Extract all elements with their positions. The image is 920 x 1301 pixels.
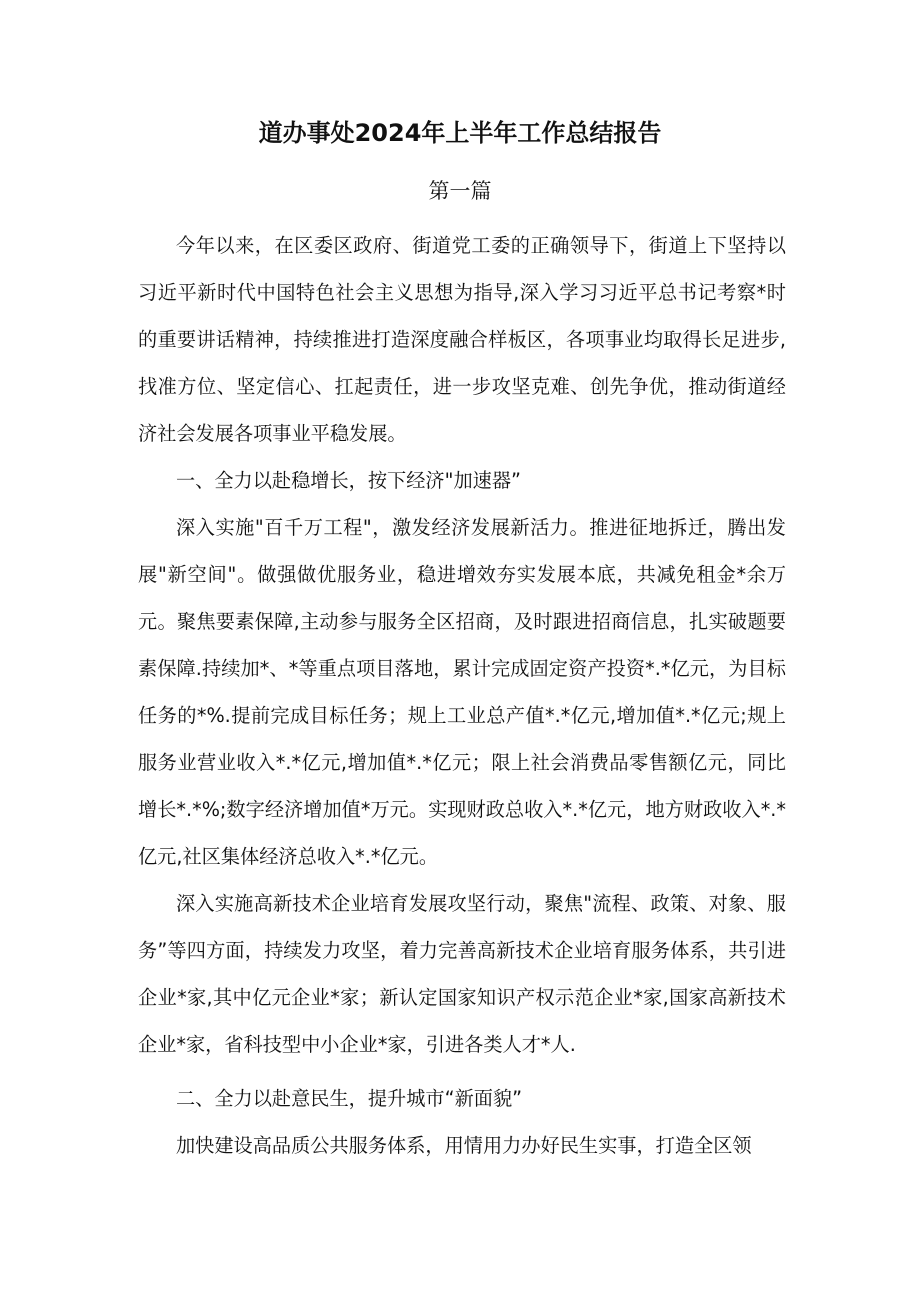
paragraph-livelihood: 加快建设高品质公共服务体系，用情用力办好民生实事，打造全区领 <box>176 1134 752 1157</box>
section-heading-2: 二、全力以赴意民生，提升城市“新面貌” <box>176 1087 523 1110</box>
section-gap <box>138 1068 786 1075</box>
document-title: 道办事处2024年上半年工作总结报告 <box>258 119 662 147</box>
paragraph-intro: 今年以来，在区委区政府、街道党工委的正确领导下，街道上下坚持以习近平新时代中国特色社会主义思想为指导,深入学习习近平总书记考察*时的重要讲话精神，持续推进打造深度融合样板区，各项事业均取得长足进步,找准方位、坚定信心、扛起责任，进一步攻坚克难、创先争优，推动街道经济社会发展各项事业平稳发展。 <box>138 234 786 445</box>
document-body <box>138 222 786 1169</box>
paragraph-hightech: 深入实施高新技术企业培育发展攻坚行动，聚焦"流程、政策、对象、服务”等四方面，持续发力攻坚，着力完善高新技术企业培育服务体系，共引进企业*家,其中亿元企业*家；新认定国家知识产权示范企业*家,国家高新技术企业*家，省科技型中小企业*家，引进各类人才*人. <box>138 892 786 1056</box>
paragraph-economy: 深入实施"百千万工程"，激发经济发展新活力。推进征地拆迁，腾出发展"新空间"。做强做优服务业，稳进增效夯实发展本底，共减免租金*余万元。聚焦要素保障,主动参与服务全区招商，及时跟进招商信息，扎实破题要素保障.持续加*、*等重点项目落地，累计完成固定资产投资*.*亿元，为目标任务的*%.提前完成目标任务；规上工业总产值*.*亿元,增加值*.*亿元;规上服务业营业收入*.*亿元,增加值*.*亿元；限上社会消费品零售额亿元，同比增长*.*%;数字经济增加值*万元。实现财政总收入*.*亿元，地方财政收入*.*亿元,社区集体经济总收入*.*亿元。 <box>138 516 786 868</box>
document-subtitle: 第一篇 <box>428 179 492 203</box>
section-heading-1: 一、全力以赴稳增长，按下经济"加速器” <box>176 469 521 492</box>
